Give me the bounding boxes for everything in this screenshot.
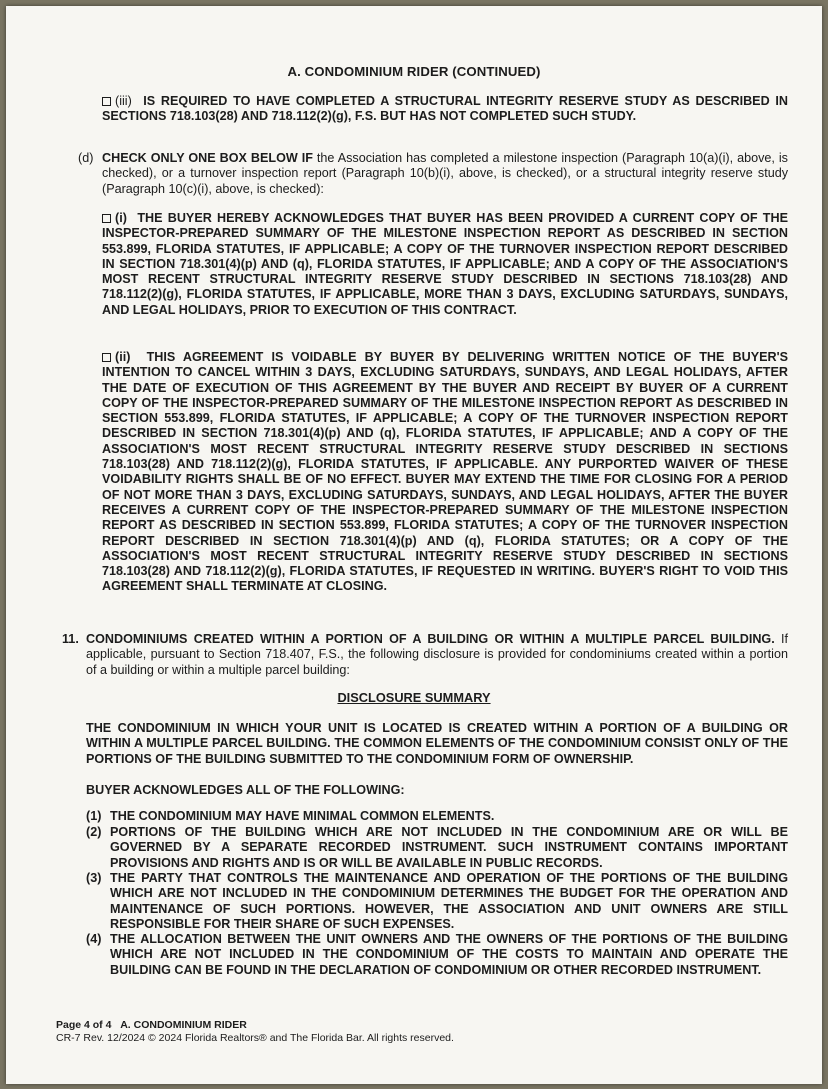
ack-item-4: THE ALLOCATION BETWEEN THE UNIT OWNERS AND THE OWNERS OF THE PORTIONS OF THE BUILDING WHICH ARE NOT INCLUDED IN THE CONDOMINIUM OF THE COSTS TO MAINTAIN AND OPERATE THE BUILDING CAN BE FOUND IN THE DECLARATION OF CONDOMINIUM OR OTHER RECORDED INSTRUMENT. bbox=[110, 932, 788, 977]
ack-item-2-label: (2) bbox=[86, 825, 102, 839]
ack-item-1: THE CONDOMINIUM MAY HAVE MINIMAL COMMON ELEMENTS. bbox=[110, 809, 495, 823]
ack-item-2: PORTIONS OF THE BUILDING WHICH ARE NOT INCLUDED IN THE CONDOMINIUM ARE OR WILL BE GOVERNED BY A SEPARATE RECORDED INSTRUMENT. SUCH INSTRUMENT CONTAINS IMPORTANT PROVISIONS AND RIGHTS AND IS OR WILL BE AVAILABLE IN PUBLIC RECORDS. bbox=[110, 825, 788, 870]
item-iii bbox=[102, 94, 788, 125]
page-title: A. CONDOMINIUM RIDER (CONTINUED) bbox=[287, 64, 541, 79]
checkbox-option-i[interactable] bbox=[102, 214, 111, 223]
disclosure-summary-title: DISCLOSURE SUMMARY bbox=[337, 690, 491, 705]
section-d-intro bbox=[102, 151, 788, 197]
ack-item-1-label: (1) bbox=[86, 809, 102, 823]
option-i-label: (i) bbox=[115, 211, 127, 225]
document-page bbox=[6, 6, 822, 1084]
section-11-number: 11. bbox=[62, 632, 79, 646]
section-11-text: If applicable, pursuant to Section 718.407, F.S., the following disclosure is provided for condominiums created within a portion of a building or within a multiple parcel building: bbox=[86, 632, 789, 677]
buyer-acknowledges-intro: BUYER ACKNOWLEDGES ALL OF THE FOLLOWING: bbox=[86, 783, 405, 797]
ack-item-3: THE PARTY THAT CONTROLS THE MAINTENANCE AND OPERATION OF THE PORTIONS OF THE BUILDING WHICH ARE NOT INCLUDED IN THE CONDOMINIUM DETERMINES THE BUDGET FOR THE OPERATION AND MAINTENANCE OF SUCH PORTIONS. HOWEVER, THE ASSOCIATION AND UNIT OWNERS ARE STILL RESPONSIBLE FOR THEIR SHARE OF SUCH EXPENSES. bbox=[110, 871, 788, 931]
ack-item-4-label: (4) bbox=[86, 932, 102, 946]
footer-page-number: Page 4 of 4 bbox=[56, 1019, 112, 1031]
checkbox-iii[interactable] bbox=[102, 97, 111, 106]
section-d-lead: CHECK ONLY ONE BOX BELOW IF bbox=[102, 151, 313, 165]
item-iii-text: IS REQUIRED TO HAVE COMPLETED A STRUCTURAL INTEGRITY RESERVE STUDY AS DESCRIBED IN SECTIONS 718.103(28) AND 718.112(2)(g), F.S. BUT HAS NOT COMPLETED SUCH STUDY. bbox=[102, 94, 789, 124]
section-d-text: the Association has completed a milestone inspection (Paragraph 10(a)(i), above, is checked), or a turnover inspection report (Paragraph 10(b)(i), above, is checked), or a structural integrity reserve study (Paragraph 10(c)(i), above, is checked): bbox=[102, 151, 788, 196]
option-ii-label: (ii) bbox=[115, 350, 131, 364]
option-ii-text: THIS AGREEMENT IS VOIDABLE BY BUYER BY DELIVERING WRITTEN NOTICE OF THE BUYER'S INTENTION TO CANCEL WITHIN 3 DAYS, EXCLUDING SATURDAYS, SUNDAYS, AND LEGAL HOLIDAYS, AFTER THE DATE OF EXECUTION OF THIS AGREEMENT BY THE BUYER AND RECEIPT BY BUYER OF A CURRENT COPY OF THE INSPECTOR-PREPARED SUMMARY OF THE MILESTONE INSPECTION REPORT AS DESCRIBED IN SECTION 553.899, FLORIDA STATUTES, IF APPLICABLE; A COPY OF THE TURNOVER INSPECTION REPORT DESCRIBED IN SECTION 718.301(4)(p) AND (q), FLORIDA STATUTES, IF APPLICABLE; AND A COPY OF THE ASSOCIATION'S MOST RECENT STRUCTURAL INTEGRITY RESERVE STUDY DESCRIBED IN SECTIONS 718.103(28) AND 718.112(2)(g), FLORIDA STATUTES, IF APPLICABLE. ANY PURPORTED WAIVER OF THESE VOIDABILITY RIGHTS SHALL BE OF NO EFFECT. BUYER MAY EXTEND THE TIME FOR CLOSING FOR A PERIOD OF NOT MORE THAN 3 DAYS, EXCLUDING SATURDAYS, SUNDAYS, AND LEGAL HOLIDAYS, AFTER THE BUYER RECEIVES A CURRENT COPY OF THE INSPECTOR-PREPARED SUMMARY OF THE MILESTONE INSPECTION REPORT AS DESCRIBED IN SECTION 553.899, FLORIDA STATUTES; A COPY OF THE TURNOVER INSPECTION REPORT DESCRIBED IN SECTION 718.301(4)(p) AND (q), FLORIDA STATUTES; OR A COPY OF THE ASSOCIATION'S MOST RECENT STRUCTURAL INTEGRITY RESERVE STUDY DESCRIBED IN SECTIONS 718.103(28) AND 718.112(2)(g), FLORIDA STATUTES, IF REQUESTED IN WRITING. BUYER'S RIGHT TO VOID THIS AGREEMENT SHALL TERMINATE AT CLOSING. bbox=[102, 350, 788, 594]
option-ii bbox=[102, 350, 788, 595]
footer-rider-name: A. CONDOMINIUM RIDER bbox=[120, 1019, 247, 1031]
option-i-text: THE BUYER HEREBY ACKNOWLEDGES THAT BUYER HAS BEEN PROVIDED A CURRENT COPY OF THE INSPECTOR-PREPARED SUMMARY OF THE MILESTONE INSPECTION REPORT AS DESCRIBED IN SECTION 553.899, FLORIDA STATUTES, IF APPLICABLE; A COPY OF THE TURNOVER INSPECTION REPORT DESCRIBED IN SECTION 718.301(4)(p) AND (q), FLORIDA STATUTES, IF APPLICABLE; AND A COPY OF THE ASSOCIATION'S MOST RECENT STRUCTURAL INTEGRITY RESERVE STUDY DESCRIBED IN SECTIONS 718.103(28) AND 718.112(2)(g), FLORIDA STATUTES, IF APPLICABLE, MORE THAN 3 DAYS, EXCLUDING SATURDAYS, SUNDAYS, AND LEGAL HOLIDAYS, PRIOR TO EXECUTION OF THIS CONTRACT. bbox=[102, 211, 788, 317]
section-11-heading: CONDOMINIUMS CREATED WITHIN A PORTION OF A BUILDING OR WITHIN A MULTIPLE PARCEL BUILDING. bbox=[86, 632, 775, 646]
option-i bbox=[102, 211, 788, 318]
disclosure-summary-paragraph: THE CONDOMINIUM IN WHICH YOUR UNIT IS LOCATED IS CREATED WITHIN A PORTION OF A BUILDING OR WITHIN A MULTIPLE PARCEL BUILDING. THE COMMON ELEMENTS OF THE CONDOMINIUM CONSIST ONLY OF THE PORTIONS OF THE BUILDING SUBMITTED TO THE CONDOMINIUM FORM OF OWNERSHIP. bbox=[86, 721, 788, 766]
footer-copyright: CR-7 Rev. 12/2024 © 2024 Florida Realtors® and The Florida Bar. All rights reserved. bbox=[56, 1032, 454, 1044]
section-d-label: (d) bbox=[78, 151, 94, 165]
ack-item-3-label: (3) bbox=[86, 871, 102, 885]
checkbox-option-ii[interactable] bbox=[102, 353, 111, 362]
item-iii-label: (iii) bbox=[115, 94, 132, 108]
section-11-intro bbox=[86, 632, 788, 678]
footer-page-line bbox=[56, 1019, 247, 1031]
